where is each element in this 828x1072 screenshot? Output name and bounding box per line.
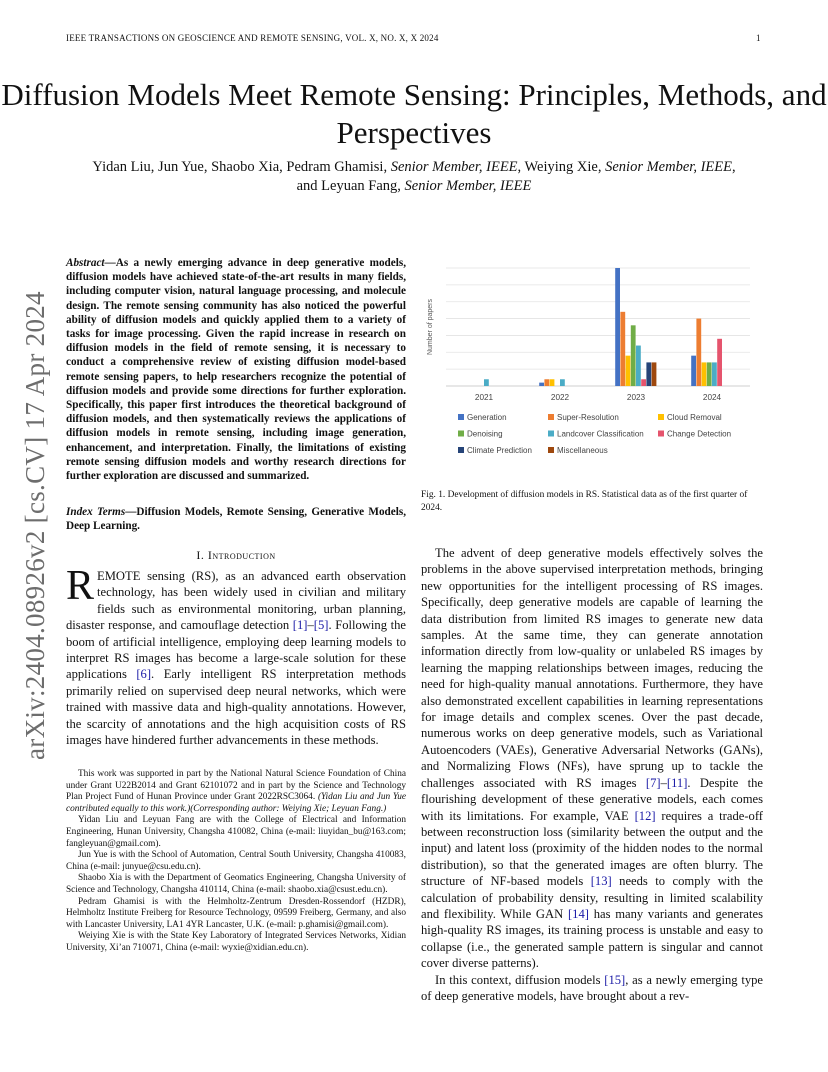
legend-label: Generation <box>467 413 507 422</box>
citation-link[interactable]: [5] <box>313 618 329 633</box>
bar <box>646 362 651 386</box>
citation-link[interactable]: [11] <box>666 775 688 790</box>
body-text: needs to comply with the calculation of probability density, resulting in limited scalability and flexibility. While GAN <box>421 874 763 921</box>
legend-swatch <box>548 447 554 453</box>
authors-part-3: , <box>731 159 736 175</box>
citation-range-dash: – <box>307 618 314 633</box>
legend-swatch <box>658 414 664 420</box>
section-name: Introduction <box>207 548 276 562</box>
legend-swatch <box>548 414 554 420</box>
footnote-funding-note: (Yidan Liu and Jun Yue contributed equally to this work.)(Corresponding author: Weiying Xie; Leyuan Fang.) <box>66 792 406 814</box>
body-text: requires a trade-off between reconstruction loss (similarity between the output and the input) and latent loss (proximity of the hidden nodes to the normal distribution), so that the generated images are often blurry. The structure of NF-based models <box>421 808 763 889</box>
section-heading <box>66 548 406 563</box>
y-axis-label: Number of papers <box>427 298 434 356</box>
citation-link[interactable]: [7] <box>645 775 661 790</box>
legend-label: Landcover Classification <box>557 429 644 439</box>
legend-label: Denoising <box>467 429 503 439</box>
bar <box>712 362 717 386</box>
legend-label: Change Detection <box>667 429 732 439</box>
bar <box>484 379 489 386</box>
bar <box>620 312 625 386</box>
citation-link[interactable]: [14] <box>567 906 589 921</box>
x-tick-label: 2021 <box>474 393 494 402</box>
footnote-affiliation: Pedram Ghamisi is with the Helmholtz-Zentrum Dresden-Rossendorf (HZDR), Helmholtz Institute Freiberg for Resource Technology, 09599 Freiberg, Germany, and also with Lancaster University, LA1 4YR Lancaster, U.K. (e-mail: p.ghamisi@gmail.com). <box>66 896 406 930</box>
footnote-affiliation: Shaobo Xia is with the Department of Geomatics Engineering, Changsha University of Science and Technology, Changsha 410114, China (e-mail: shaobo.xia@csust.edu.cn). <box>66 873 406 895</box>
bar <box>696 319 701 386</box>
legend-label: Climate Prediction <box>467 446 532 455</box>
bar <box>707 362 712 386</box>
author-grade-2: Senior Member, IEEE <box>605 159 732 175</box>
footnote-funding <box>66 769 406 815</box>
citation-link[interactable]: [6] <box>136 667 152 682</box>
legend-swatch <box>548 431 554 437</box>
citation-link[interactable]: [1] <box>292 618 308 633</box>
body-text: The advent of deep generative models effectively solves the problems in the above supervised interpretation methods, bringing new opportunities for the intelligent processing of RS images. Specifically, deep generative models are capable of learning the data distribution from limited RS images to generate new data samples. At the same time, they can generate annotation information directly from low-quality or unlabeled RS images by learning the mapping relationships between images, reducing the need for high-quality manual annotations. Furthermore, they have also demonstrated excellent capabilities in learning representations for image details and complex scenes. Over the past decade, numerous works on deep generative models, such as Variational Autoencoders (VAEs), Generative Adversarial Networks (GANs), and Normalizing Flows (NFs), have sprung up to tackle the challenges associated with RS images <box>421 546 763 790</box>
running-header: IEEE TRANSACTIONS ON GEOSCIENCE AND REMOTE SENSING, VOL. X, NO. X, X 2024 <box>66 33 439 43</box>
author-grade-3: Senior Member, IEEE <box>404 178 532 194</box>
footnotes <box>66 769 406 955</box>
index-terms <box>66 505 406 533</box>
arxiv-identifier: arXiv:2404.08926v2 [cs.CV] 17 Apr 2024 <box>20 291 50 760</box>
bar <box>539 383 544 386</box>
bar <box>550 379 555 386</box>
abstract <box>66 256 406 483</box>
page-number: 1 <box>756 33 761 43</box>
legend-swatch <box>458 431 464 437</box>
x-tick-label: 2024 <box>702 393 722 402</box>
abstract-text: —As a newly emerging advance in deep generative models, diffusion models have achieved state-of-the-art results in many fields, including computer vision, natural language processing, and molecule design. The remote sensing community has also noticed the powerful ability of diffusion models and quickly applied them to a variety of tasks for image processing. Given the rapid increase in research on diffusion models in the field of remote sensing, it is necessary to conduct a comprehensive review of existing diffusion model-based remote sensing papers, to help researchers recognize the potential of diffusion models and provide some directions for further exploration. Specifically, this paper first introduces the theoretical background of diffusion models, and then systematically reviews the applications of diffusion models in remote sensing, including image generation, enhancement, and interpretation. Finally, the limitations of existing remote sensing diffusion models and worthy research directions for further exploration are discussed and summarized. <box>66 257 406 483</box>
author-list <box>60 158 768 196</box>
authors-part-4: and Leyuan Fang, <box>296 178 405 194</box>
body-paragraph <box>421 545 763 972</box>
authors-part-2: , Weiying Xie, <box>517 159 606 175</box>
bar <box>636 346 641 386</box>
citation-link[interactable]: [12] <box>634 808 656 823</box>
section-number: I. <box>196 548 208 562</box>
footnote-funding-text: This work was supported in part by the National Natural Science Foundation of China under Grant U22B2014 and Grant 62101072 and in part by the Science and Technology Plan Project Fund of Hunan Province under Grant 2022RSC3064. <box>66 769 406 803</box>
legend-swatch <box>658 431 664 437</box>
author-grade-1: Senior Member, IEEE <box>390 159 518 175</box>
intro-text-2: . Following the boom of artificial intelligence, employing deep learning models to interpret RS images has become a large-scale solution for these applications <box>66 618 406 682</box>
x-tick-label: 2023 <box>626 393 646 402</box>
authors-part-1: Yidan Liu, Jun Yue, Shaobo Xia, Pedram Ghamisi, <box>92 159 391 175</box>
figure-caption: Fig. 1. Development of diffusion models in RS. Statistical data as of the first quarter of 2024. <box>421 490 748 513</box>
right-column-body <box>421 545 763 1004</box>
legend-label: Cloud Removal <box>667 413 722 422</box>
intro-text-3: . Early intelligent RS interpretation methods primarily relied on supervised deep neural networks, which were trained with massive data and high-quality annotations. However, the scarcity of annotations and the high acquisition costs of RS images have hindered further advancements in these methods. <box>66 667 406 748</box>
legend-label: Miscellaneous <box>557 446 608 455</box>
body-text: has many variants and generates high-quality RS images, its training process is unstable and easy to collapse (i.e., the generated sample pattern is singular and cannot cover diverse patterns). <box>421 906 764 971</box>
footnote-affiliation: Jun Yue is with the School of Automation, Central South University, Changsha 410083, China (e-mail: junyue@csu.edu.cn). <box>66 850 406 872</box>
drop-cap: R <box>66 563 95 609</box>
citation-link[interactable]: [13] <box>590 874 612 889</box>
citation-range-dash: – <box>660 775 667 790</box>
body-paragraph <box>421 972 763 1005</box>
legend-swatch <box>458 414 464 420</box>
legend-label: Super-Resolution <box>557 413 619 422</box>
index-terms-text: —Diffusion Models, Remote Sensing, Generative Models, Deep Learning. <box>66 506 406 533</box>
bar <box>691 356 696 386</box>
figure-1-bar-chart <box>420 258 762 480</box>
bar <box>702 362 707 386</box>
body-text: . Despite the flourishing development of these generative models, each comes with its limitations. For example, VAE <box>421 775 763 823</box>
bar <box>641 379 646 386</box>
legend-swatch <box>458 447 464 453</box>
bar <box>631 325 636 386</box>
bar <box>544 379 549 386</box>
abstract-lead: Abstract <box>66 257 105 269</box>
citation-link[interactable]: [15] <box>604 972 626 987</box>
bar <box>717 339 722 386</box>
intro-text-1: EMOTE sensing (RS), as an advanced earth observation technology, has been widely used in civilian and military fields such as environmental monitoring, urban planning, disaster response, and camouflage detection <box>66 569 406 633</box>
bar <box>615 268 620 386</box>
body-text: In this context, diffusion models <box>435 972 605 987</box>
bar <box>626 356 631 386</box>
index-terms-lead: Index Terms <box>66 506 126 518</box>
footnote-affiliation: Yidan Liu and Leyuan Fang are with the College of Electrical and Information Engineering, Hunan University, Changsha 410082, China (e-mail: liuyidan_bu@163.com; fangleyuan@gmail.com). <box>66 815 406 849</box>
x-tick-label: 2022 <box>550 393 570 402</box>
body-text: , as a newly emerging type of deep generative models, have brought about a rev- <box>421 972 763 1003</box>
bar <box>652 362 657 386</box>
footnote-affiliation: Weiying Xie is with the State Key Laboratory of Integrated Services Networks, Xidian University, Xi’an 710071, China (e-mail: wyxie@xidian.edu.cn). <box>66 931 406 953</box>
paper-title: Diffusion Models Meet Remote Sensing: Principles, Methods, and Perspectives <box>1 77 827 150</box>
intro-paragraph <box>66 563 406 748</box>
bar <box>560 379 565 386</box>
